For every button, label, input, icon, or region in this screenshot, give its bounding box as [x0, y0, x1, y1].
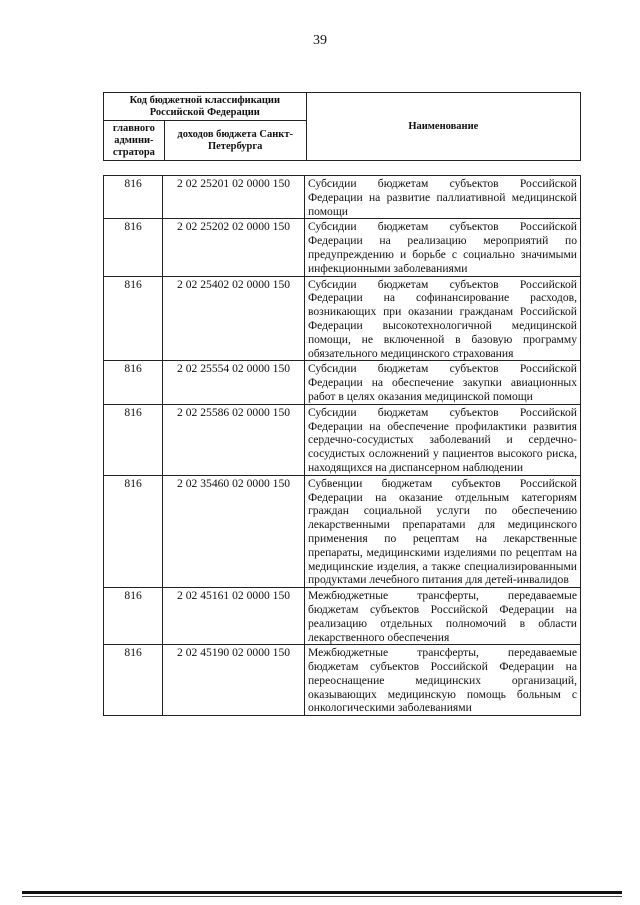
table-row	[104, 276, 581, 361]
table-row	[104, 219, 581, 276]
classification-table	[103, 175, 581, 716]
header-income-column: доходов бюджета Санкт-Петербурга	[164, 121, 306, 161]
name-cell: Субвенции бюджетам субъектов Российской Федерации на оказание отдельным категориям граждан социальной услуги по обеспечению лекарственными препаратами для медицинского применения по рецептам на лекарственные препараты, медицинскими изделиями по рецептам на медицинские изделия, а также специализированными продуктами лечебного питания для детей-инвалидов	[304, 475, 580, 587]
footer-rule-thin	[22, 896, 622, 897]
table-row	[104, 361, 581, 404]
admin-code-cell: 816	[104, 645, 163, 716]
name-cell: Субсидии бюджетам субъектов Российской Федерации на обеспечение закупки авиационных работ в целях оказания медицинской помощи	[304, 361, 580, 404]
name-cell: Субсидии бюджетам субъектов Российской Федерации на развитие паллиативной медицинской помощи	[304, 176, 580, 219]
income-code-cell: 2 02 25554 02 0000 150	[163, 361, 305, 404]
admin-code-cell: 816	[104, 588, 163, 645]
table-row	[104, 404, 581, 475]
income-code-cell: 2 02 25402 02 0000 150	[163, 276, 305, 361]
page-number: 39	[313, 33, 327, 48]
income-code-cell: 2 02 25586 02 0000 150	[163, 404, 305, 475]
admin-code-cell: 816	[104, 219, 163, 276]
admin-code-cell: 816	[104, 361, 163, 404]
admin-code-cell: 816	[104, 475, 163, 587]
name-cell: Субсидии бюджетам субъектов Российской Федерации на реализацию мероприятий по предупреждению и борьбе с социально значимыми инфекционными заболеваниями	[304, 219, 580, 276]
name-cell: Субсидии бюджетам субъектов Российской Федерации на обеспечение профилактики развития сердечно-сосудистых заболеваний и сердечно-сосудистых осложнений у пациентов высокого риска, находящихся на диспансерном наблюдении	[304, 404, 580, 475]
table-row	[104, 588, 581, 645]
footer-rule	[22, 891, 622, 894]
name-cell: Субсидии бюджетам субъектов Российской Федерации на софинансирование расходов, возникающих при оказании гражданам Российской Федерации высокотехнологичной медицинской помощи, не включенной в базовую программу обязательного медицинского страхования	[304, 276, 580, 361]
income-code-cell: 2 02 25202 02 0000 150	[163, 219, 305, 276]
table-row	[104, 176, 581, 219]
admin-code-cell: 816	[104, 276, 163, 361]
header-group-title: Код бюджетной классификации Российской Федерации	[104, 93, 307, 121]
income-code-cell: 2 02 35460 02 0000 150	[163, 475, 305, 587]
name-cell: Межбюджетные трансферты, передаваемые бюджетам субъектов Российской Федерации на переоснащение медицинских организаций, оказывающих медицинскую помощь больным с онкологическими заболеваниями	[304, 645, 580, 716]
table-row	[104, 645, 581, 716]
admin-code-cell: 816	[104, 176, 163, 219]
name-cell: Межбюджетные трансферты, передаваемые бюджетам субъектов Российской Федерации на реализацию отдельных полномочий в области лекарственного обеспечения	[304, 588, 580, 645]
income-code-cell: 2 02 45161 02 0000 150	[163, 588, 305, 645]
header-name-column: Наименование	[306, 93, 580, 161]
admin-code-cell: 816	[104, 404, 163, 475]
table-row	[104, 475, 581, 587]
header-admin-column: главного админи-стратора	[104, 121, 165, 161]
table-header	[103, 92, 581, 161]
income-code-cell: 2 02 25201 02 0000 150	[163, 176, 305, 219]
income-code-cell: 2 02 45190 02 0000 150	[163, 645, 305, 716]
